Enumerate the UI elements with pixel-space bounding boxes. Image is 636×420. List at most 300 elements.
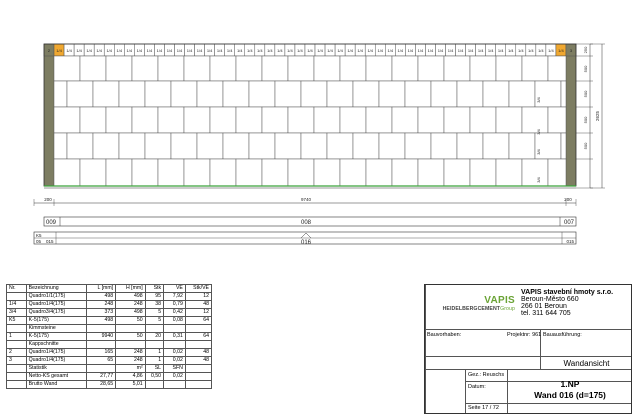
table-cell: 3/4: [7, 309, 27, 317]
table-cell: 0,02: [164, 373, 186, 381]
table-cell: 0,02: [164, 349, 186, 357]
wall-block: [340, 56, 366, 81]
wall-block: [106, 107, 132, 133]
table-cell: 50: [116, 333, 146, 341]
wall-block: [483, 81, 509, 107]
top-course-label: 1/4: [156, 48, 163, 53]
side-block-label: 3/4: [536, 129, 541, 135]
wall-block: [158, 56, 184, 81]
table-cell: [185, 381, 211, 389]
wall-block: [80, 107, 106, 133]
top-course-label: 1/4: [176, 48, 183, 53]
table-cell: 0,42: [164, 309, 186, 317]
wall-block: [223, 81, 249, 107]
table-cell: 20: [145, 333, 163, 341]
footing-center-label: 016: [300, 240, 312, 246]
table-cell: 1: [145, 357, 163, 365]
wall-block: [275, 81, 301, 107]
table-cell: 0,02: [164, 357, 186, 365]
height-dimension: 500: [583, 90, 588, 98]
top-course-label: 1/4: [528, 48, 534, 53]
wall-block: [457, 133, 483, 159]
top-course-label: 1/4: [86, 48, 92, 53]
wall-block: [210, 159, 236, 186]
table-cell: 165: [86, 349, 115, 357]
logo-wordmark: VAPIS: [484, 295, 515, 306]
wall-block: [262, 56, 288, 81]
table-cell: Statistik: [26, 365, 86, 373]
wall-block: [509, 81, 535, 107]
table-cell: m²: [116, 365, 146, 373]
table-cell: 48: [185, 301, 211, 309]
wall-block: [418, 56, 444, 81]
top-course-label: 1/4: [417, 48, 424, 53]
right-end-strip: [566, 56, 576, 186]
table-cell: 64: [185, 317, 211, 325]
wall-block: [561, 133, 566, 159]
company-name: VAPIS stavební hmoty s.r.o.: [521, 289, 614, 296]
table-cell: SFN: [164, 365, 186, 373]
wall-block: [132, 56, 158, 81]
wall-block: [561, 81, 566, 107]
wall-block: [236, 159, 262, 186]
wall-block: [223, 133, 249, 159]
wall-block: [171, 133, 197, 159]
table-cell: 9940: [86, 333, 115, 341]
wall-block: [54, 133, 67, 159]
table-header-cell: Stk/VE: [185, 285, 211, 293]
top-course-label: 1/4: [327, 48, 333, 53]
drawn-by: Gez.: Reuschs: [468, 372, 505, 378]
top-course-label: 1/4: [96, 48, 102, 53]
wall-block: [106, 159, 132, 186]
bauausfuehrung-label: Bauausführung:: [543, 332, 582, 338]
wall-block: [67, 81, 93, 107]
table-row: [7, 381, 212, 389]
lintel-right-label: 007: [563, 220, 574, 226]
wall-block: [184, 56, 210, 81]
wall-block: [171, 81, 197, 107]
wall-block: [262, 159, 288, 186]
height-dimension: 500: [583, 116, 588, 124]
wall-block: [431, 81, 457, 107]
wall-block: [93, 81, 119, 107]
wall-block: [431, 133, 457, 159]
top-course-label: 1/4: [357, 48, 363, 53]
wall-block: [197, 133, 223, 159]
wall-block: [470, 56, 496, 81]
table-cell: 27,77: [86, 373, 115, 381]
title-block: [424, 284, 632, 414]
table-cell: Netto-KS gesamt: [26, 373, 86, 381]
wall-block: [496, 56, 522, 81]
table-cell: [185, 373, 211, 381]
table-cell: 498: [86, 293, 115, 301]
wall-block: [444, 107, 470, 133]
height-dimension: 500: [583, 65, 588, 73]
wall-block: [119, 133, 145, 159]
top-course-label: 1/4: [267, 48, 273, 53]
height-dimension: 500: [583, 142, 588, 150]
right-offset-dimension: 200: [564, 197, 572, 202]
lintel-center-label: 008: [300, 220, 312, 226]
top-course-label: 1/4: [538, 48, 544, 53]
top-course-label: 1/4: [437, 48, 444, 53]
table-cell: [7, 373, 27, 381]
table-cell: 0,08: [164, 317, 186, 325]
wall-block: [366, 107, 392, 133]
top-course-label: 1/4: [518, 48, 524, 53]
footing-right-label: 015: [566, 239, 574, 244]
wall-block: [392, 159, 418, 186]
table-cell: SL: [145, 365, 163, 373]
logo-group-b: Group: [500, 306, 515, 312]
table-row: [7, 325, 212, 333]
top-course-label: 1/4: [146, 48, 153, 53]
table-cell: 248: [116, 301, 146, 309]
top-course-label: 1/4: [447, 48, 454, 53]
table-cell: 0,50: [145, 373, 163, 381]
table-cell: Kimmsteine: [26, 325, 86, 333]
logo-group-a: HEIDELBERGCEMENT: [442, 306, 501, 312]
bauvorhaben-label: Bauvorhaben:: [427, 332, 462, 338]
view-title: Wandansicht: [563, 359, 610, 368]
top-course-label: 1/4: [236, 48, 243, 53]
left-strip-segment: [44, 160, 54, 185]
left-strip-segment: [44, 108, 54, 132]
table-cell: K5: [7, 317, 27, 325]
wall-block: [145, 81, 171, 107]
parts-table: [6, 284, 212, 389]
wall-block: [275, 133, 301, 159]
top-course-label: 1/4: [307, 48, 313, 53]
wall-block: [158, 107, 184, 133]
logo-group-line: [431, 306, 515, 312]
wall-block: [106, 56, 132, 81]
top-course-label: 1/4: [66, 48, 72, 53]
projekt-label: Projektnr: 961: [507, 332, 542, 338]
top-course-label: 1/4: [477, 48, 484, 53]
table-cell: [116, 341, 146, 349]
table-cell: 48: [185, 349, 211, 357]
side-block-label: 3/4: [536, 177, 541, 183]
top-course-label: 1/4: [166, 48, 173, 53]
wall-block: [132, 159, 158, 186]
wall-block: [184, 159, 210, 186]
footing-label-015: 015: [46, 239, 54, 244]
table-header-cell: Bezeichnung: [26, 285, 86, 293]
table-header-cell: VE: [164, 285, 186, 293]
table-cell: K-5(175): [26, 333, 86, 341]
table-cell: [185, 325, 211, 333]
table-cell: [185, 365, 211, 373]
table-cell: 1/4: [7, 301, 27, 309]
top-course-label: 2: [47, 48, 51, 53]
wall-block: [548, 107, 566, 133]
table-cell: [7, 341, 27, 349]
wall-block: [405, 133, 431, 159]
wall-block: [67, 133, 93, 159]
wall-block: [522, 107, 548, 133]
company-address: [521, 289, 629, 317]
wall-block: [327, 133, 353, 159]
table-row: [7, 333, 212, 341]
wall-block: [158, 159, 184, 186]
table-cell: [185, 341, 211, 349]
footing-label-05: 05: [36, 239, 42, 244]
table-cell: 248: [116, 349, 146, 357]
table-cell: 1: [7, 333, 27, 341]
wall-block: [496, 159, 522, 186]
table-cell: 2: [7, 349, 27, 357]
table-cell: 48: [185, 357, 211, 365]
table-cell: [7, 365, 27, 373]
top-course-label: 1/4: [387, 48, 394, 53]
wall-block: [522, 56, 548, 81]
wall-block: [54, 107, 80, 133]
top-course-label: 1/4: [106, 48, 113, 53]
table-cell: 498: [86, 317, 115, 325]
top-course-label: 1/4: [467, 48, 474, 53]
wall-block: [80, 56, 106, 81]
wall-block: [470, 159, 496, 186]
table-cell: [86, 341, 115, 349]
top-course-label: 3: [569, 48, 573, 53]
wall-block: [249, 133, 275, 159]
wall-block: [119, 81, 145, 107]
wall-block: [262, 107, 288, 133]
wall-block: [301, 133, 327, 159]
top-course-label: 1/4: [216, 48, 223, 53]
table-cell: [86, 365, 115, 373]
table-cell: 0,31: [164, 333, 186, 341]
wall-block: [314, 159, 340, 186]
top-course-label: 1/4: [257, 48, 263, 53]
table-cell: 3: [7, 357, 27, 365]
wall-block: [327, 81, 353, 107]
table-row: [7, 365, 212, 373]
wall-block: [548, 159, 566, 186]
table-header-cell: L [mm]: [86, 285, 115, 293]
table-cell: 5,01: [116, 381, 146, 389]
wall-block: [132, 107, 158, 133]
wall-block: [444, 56, 470, 81]
top-course-label: 1/4: [367, 48, 374, 53]
floor-label: 1.NP: [560, 379, 580, 389]
table-cell: 5: [145, 317, 163, 325]
wall-block: [444, 159, 470, 186]
wall-block: [353, 133, 379, 159]
wall-block: [288, 107, 314, 133]
top-course-label: 1/4: [487, 48, 494, 53]
wall-block: [548, 56, 566, 81]
top-course-label: 1/4: [397, 48, 404, 53]
table-cell: 50: [116, 317, 146, 325]
table-cell: Kappschnitte: [26, 341, 86, 349]
lintel-left-label: 009: [46, 220, 57, 226]
table-row: [7, 309, 212, 317]
wall-block: [366, 159, 392, 186]
table-cell: [145, 341, 163, 349]
table-header-cell: H [mm]: [116, 285, 146, 293]
table-cell: [164, 381, 186, 389]
top-course-label: 1/4: [317, 48, 323, 53]
table-cell: 0,79: [164, 301, 186, 309]
top-course-label: 1/4: [126, 48, 133, 53]
wall-block: [379, 133, 405, 159]
wall-block: [366, 56, 392, 81]
top-course-label: 1/4: [186, 48, 193, 53]
wall-block: [405, 81, 431, 107]
table-cell: 28,65: [86, 381, 115, 389]
table-header-cell: Nr.: [7, 285, 27, 293]
sheet-number: Seite 17 / 72: [468, 405, 499, 411]
table-cell: 4,86: [116, 373, 146, 381]
wall-block: [184, 107, 210, 133]
company-phone: tel. 311 644 705: [521, 310, 571, 317]
top-course-label: 1/4: [136, 48, 143, 53]
table-cell: 95: [145, 293, 163, 301]
table-cell: [164, 325, 186, 333]
top-course-label: 1/4: [196, 48, 203, 53]
table-cell: 12: [185, 309, 211, 317]
table-row: [7, 301, 212, 309]
wall-block: [236, 56, 262, 81]
wall-block: [418, 159, 444, 186]
table-cell: [86, 325, 115, 333]
table-cell: Quadro1/1(175): [26, 293, 86, 301]
table-cell: [145, 381, 163, 389]
top-course-label: 1/4: [76, 48, 82, 53]
wall-block: [288, 159, 314, 186]
top-course-label: 1/4: [277, 48, 283, 53]
company-address-2: 266 01 Beroun: [521, 303, 567, 310]
top-course-label: 1/4: [297, 48, 303, 53]
wall-block: [145, 133, 171, 159]
wall-block: [249, 81, 275, 107]
wall-block: [54, 159, 80, 186]
wall-block: [54, 81, 67, 107]
wall-block: [80, 159, 106, 186]
table-cell: 5: [145, 309, 163, 317]
table-cell: [145, 325, 163, 333]
top-course-label: 1/4: [558, 48, 564, 53]
table-cell: Quadro1/4(175): [26, 301, 86, 309]
left-strip-segment: [44, 57, 54, 79]
wall-block: [236, 107, 262, 133]
wall-block: [340, 107, 366, 133]
table-row: [7, 349, 212, 357]
table-cell: Brutto Wand: [26, 381, 86, 389]
top-course-label: 1/4: [457, 48, 464, 53]
top-course-label: 1/4: [246, 48, 253, 53]
table-row: [7, 293, 212, 301]
table-cell: 38: [145, 301, 163, 309]
top-course-label: 1/4: [116, 48, 123, 53]
top-course-label: 1/4: [548, 48, 554, 53]
table-cell: 498: [116, 309, 146, 317]
table-header-row: [7, 285, 212, 293]
table-cell: K-5(175): [26, 317, 86, 325]
table-cell: Quadro3/4(175): [26, 309, 86, 317]
wall-block: [392, 56, 418, 81]
table-cell: Quadro1/4(175): [26, 357, 86, 365]
table-cell: 7,92: [164, 293, 186, 301]
wall-block: [340, 159, 366, 186]
wall-block: [418, 107, 444, 133]
top-course-label: 1/4: [507, 48, 514, 53]
side-block-label: 3/4: [536, 149, 541, 155]
wall-block: [93, 133, 119, 159]
wall-block: [210, 107, 236, 133]
company-logo: [431, 295, 515, 323]
table-cell: 248: [116, 357, 146, 365]
height-dimension: 250: [583, 46, 588, 54]
side-block-label: 3/4: [536, 97, 541, 103]
table-row: [7, 341, 212, 349]
wall-block: [314, 107, 340, 133]
table-cell: 12: [185, 293, 211, 301]
top-course-label: 1/4: [56, 48, 62, 53]
wall-block: [54, 56, 80, 81]
wall-block: [197, 81, 223, 107]
wall-block: [522, 159, 548, 186]
wall-name: Wand 016 (d=175): [534, 390, 606, 400]
top-course-label: 1/4: [497, 48, 504, 53]
wall-block: [288, 56, 314, 81]
wall-block: [301, 81, 327, 107]
wall-block: [314, 56, 340, 81]
total-height-dimension: 2625: [595, 110, 600, 122]
top-course-label: 1/4: [337, 48, 343, 53]
wall-block: [392, 107, 418, 133]
wall-block: [483, 133, 509, 159]
left-offset-dimension: 200: [44, 197, 52, 202]
top-course-label: 1/4: [206, 48, 213, 53]
table-cell: Quadro1/4(175): [26, 349, 86, 357]
table-cell: 248: [86, 301, 115, 309]
table-cell: [7, 293, 27, 301]
wall-block: [210, 56, 236, 81]
table-cell: [7, 381, 27, 389]
top-course-label: 1/4: [377, 48, 384, 53]
table-cell: 64: [185, 333, 211, 341]
wall-block: [353, 81, 379, 107]
top-course-label: 1/4: [226, 48, 233, 53]
table-cell: 65: [86, 357, 115, 365]
top-course-label: 1/4: [347, 48, 353, 53]
footing-label-k5: K5: [36, 233, 42, 238]
top-course-label: 1/4: [427, 48, 434, 53]
wall-length-dimension: 9740: [300, 197, 312, 202]
table-cell: [164, 341, 186, 349]
table-cell: 373: [86, 309, 115, 317]
top-course-label: 1/4: [287, 48, 293, 53]
table-header-cell: Stk: [145, 285, 163, 293]
table-row: [7, 317, 212, 325]
table-row: [7, 357, 212, 365]
wall-block: [457, 81, 483, 107]
table-cell: [116, 325, 146, 333]
table-cell: 498: [116, 293, 146, 301]
wall-block: [379, 81, 405, 107]
table-cell: [7, 325, 27, 333]
wall-block: [509, 133, 535, 159]
company-address-1: Beroun-Město 660: [521, 296, 579, 303]
date-label: Datum:: [468, 384, 486, 390]
wall-block: [470, 107, 496, 133]
table-row: [7, 373, 212, 381]
